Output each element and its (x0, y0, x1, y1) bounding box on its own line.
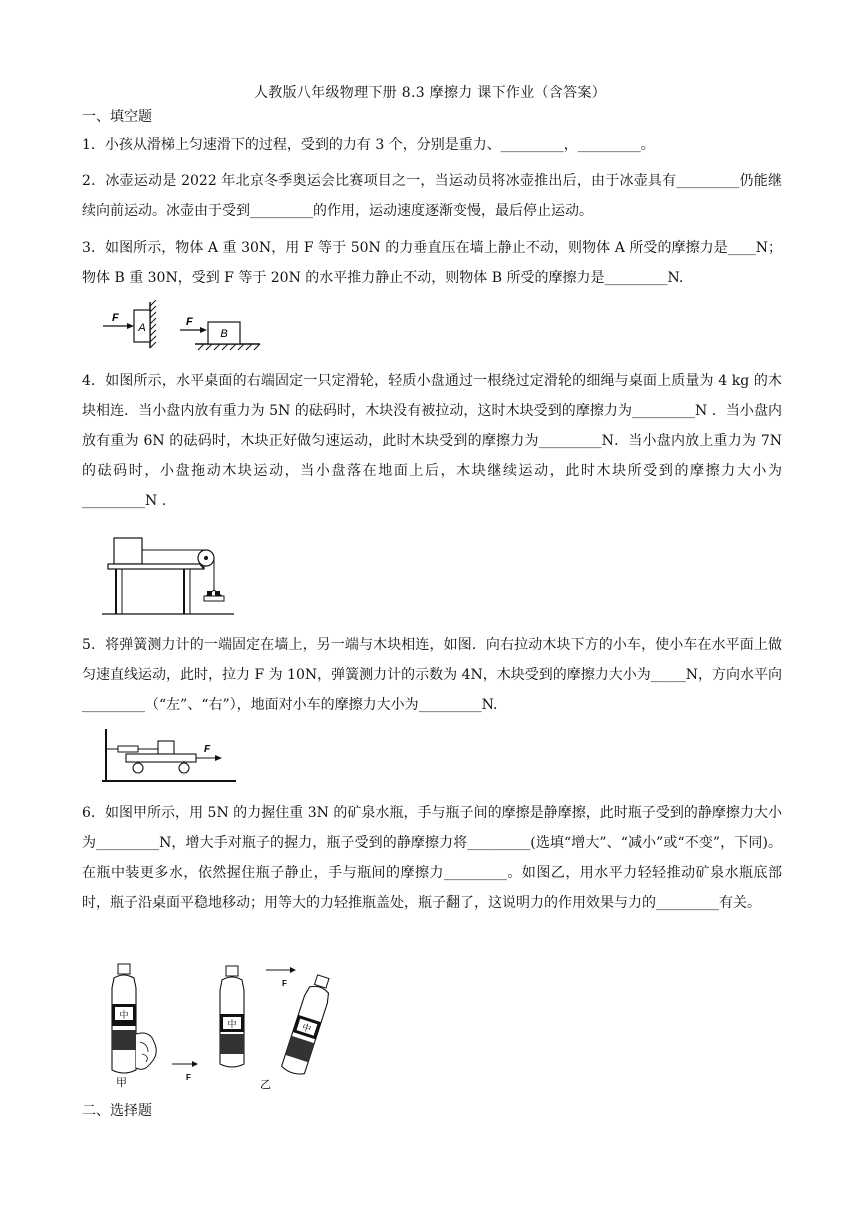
label-f-yi: F (282, 979, 287, 988)
hand-icon (136, 1033, 156, 1069)
cart (126, 754, 196, 762)
bottle-label: 中 (227, 1019, 237, 1029)
bottle-label: 中 (119, 1010, 129, 1020)
figure-q3-wall-and-block (100, 300, 270, 356)
bottle-tilted (281, 973, 335, 1076)
bottle-label: 中 (300, 1021, 313, 1035)
section-heading-multiple-choice: 二、选择题 (82, 1103, 152, 1119)
wood-block (158, 741, 174, 754)
label-f-jia: F (186, 1073, 191, 1082)
figure-q6-water-bottles (100, 960, 340, 1092)
bottle-upright (220, 966, 244, 1067)
arrow-icon (215, 755, 222, 761)
label-a: A (138, 322, 146, 334)
question-3: 3．如图所示，物体 A 重 30N，用 F 等于 50N 的力垂直压在墙上静止不动，则物体 A 所受的摩擦力是____N；物体 B 重 30N，受到 F 等于 20N 的水平推力静止不动，则物体 B 所受的摩擦力是_________N. (82, 240, 782, 286)
arrow-icon (127, 323, 134, 329)
question-4: 4．如图所示，水平桌面的右端固定一只定滑轮，轻质小盘通过一根绕过定滑轮的细绳与桌面上质量为 4 kg 的木块相连．当小盘内放有重力为 5N 的砝码时，木块没有被拉动，这时木块受到的摩擦力为_________N ．当小盘内放有重为 6N 的砝码时，木块正好做匀速运动，此时木块受到的摩擦力为_________N．当小盘内放上重力为 7N 的砝码时，小盘拖动木块运动，当小盘落在地面上后，木块继续运动，此时木块所受到的摩擦力大小为_________N . (82, 373, 782, 509)
figure-q4-table-pulley (100, 534, 240, 618)
arrow-icon (192, 1061, 198, 1067)
arrow-icon (200, 327, 207, 333)
question-2: 2．冰壶运动是 2022 年北京冬季奥运会比赛项目之一，当运动员将冰壶推出后，由于冰壶具有_________仍能继续向前运动。冰壶由于受到_________的作用，运动速度逐渐变慢，最后停止运动。 (82, 173, 782, 219)
pan-icon (204, 596, 224, 601)
question-1: 1．小孩从滑梯上匀速滑下的过程，受到的力有 3 个，分别是重力、_________，_________。 (82, 137, 655, 153)
label-jia: 甲 (116, 1077, 127, 1089)
label-f1: F (112, 312, 119, 324)
wood-block (114, 538, 142, 564)
question-5: 5．将弹簧测力计的一端固定在墙上，另一端与木块相连，如图．向右拉动木块下方的小车，使小车在水平面上做匀速直线运动，此时，拉力 F 为 10N，弹簧测力计的示数为 4N，木块受到的摩擦力大小为_____N，方向水平向_________（“左”、“右”），地面对小车的摩擦力大小为_________N. (82, 637, 782, 713)
table-top (108, 564, 204, 569)
label-f: F (204, 744, 211, 755)
arrow-icon (290, 967, 296, 973)
figure-q5-spring-scale-cart (100, 727, 240, 785)
spring-scale-icon (118, 746, 138, 752)
label-yi: 乙 (260, 1079, 271, 1091)
document-title: 人教版八年级物理下册 8.3 摩擦力 课下作业（含答案） (253, 85, 606, 101)
label-f2: F (186, 316, 193, 328)
question-6: 6．如图甲所示，用 5N 的力握住重 3N 的矿泉水瓶，手与瓶子间的摩擦是静摩擦，此时瓶子受到的静摩擦力大小为_________N，增大手对瓶子的握力，瓶子受到的静摩擦力将_________(选填“增大”、“减小”或“不变”，下同)。在瓶中装更多水，依然握住瓶子静止，手与瓶间的摩擦力_________。如图乙，用水平力轻轻推动矿泉水瓶底部时，瓶子沿桌面平稳地移动；用等大的力轻推瓶盖处，瓶子翻了，这说明力的作用效果与力的_________有关。 (82, 805, 782, 911)
label-b: B (220, 328, 228, 340)
section-heading-fill-blank: 一、填空题 (82, 109, 152, 125)
bottle-jia (112, 964, 136, 1073)
